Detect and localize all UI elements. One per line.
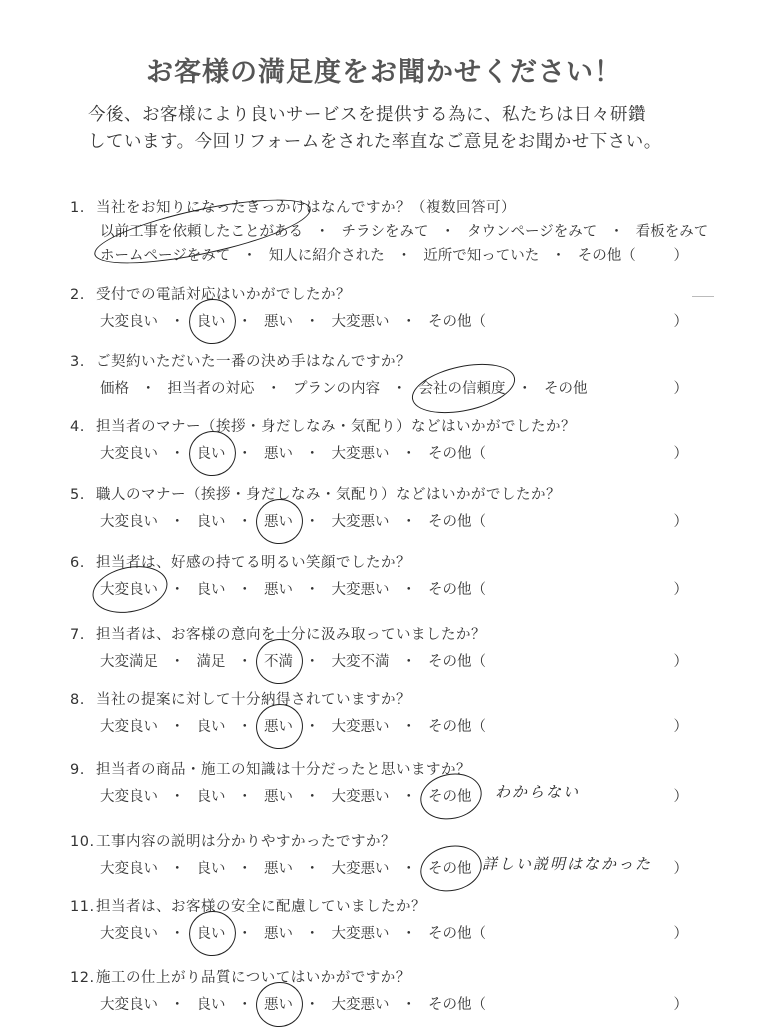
close-paren: ） <box>673 582 688 598</box>
separator-dot: ・ <box>170 446 185 462</box>
separator-dot: ・ <box>305 654 320 670</box>
option-selected-circled[interactable]: 会社の信頼度 <box>419 377 506 398</box>
question-title <box>70 895 426 916</box>
option-row <box>100 310 486 331</box>
option-4[interactable]: 大変不満 <box>331 654 390 670</box>
option-3[interactable]: 悪い <box>264 861 293 877</box>
option-2[interactable]: 良い <box>196 789 226 805</box>
question-number: 12. <box>70 970 95 986</box>
question-text: 職人のマナー（挨拶・身だしなみ・気配り）などはいかがでしたか？ <box>96 487 561 503</box>
separator-dot: ・ <box>401 789 416 805</box>
question-number: 9. <box>70 762 85 778</box>
option-2[interactable]: 知人に紹介された <box>268 248 385 264</box>
question-title <box>70 758 471 779</box>
option-5[interactable]: その他（ <box>428 997 486 1013</box>
question-title <box>70 688 411 709</box>
separator-dot: ・ <box>305 789 320 805</box>
question-number: 7. <box>70 627 85 643</box>
separator-dot: ・ <box>237 314 252 330</box>
separator-dot: ・ <box>170 861 185 877</box>
close-paren: ） <box>673 926 688 942</box>
option-row <box>100 244 636 265</box>
option-2[interactable]: 良い <box>196 997 226 1013</box>
option-3[interactable]: 悪い <box>264 926 293 942</box>
close-paren: ） <box>673 719 688 735</box>
question-number: 10. <box>70 834 95 850</box>
separator-dot: ・ <box>170 314 185 330</box>
separator-dot: ・ <box>170 582 185 598</box>
question-number: 11. <box>70 899 95 915</box>
handwritten-note: 詳しい説明はなかった <box>482 855 653 873</box>
question-title <box>70 350 411 371</box>
separator-dot: ・ <box>170 789 185 805</box>
separator-dot: ・ <box>517 381 532 397</box>
option-5[interactable]: その他（ <box>428 582 486 598</box>
separator-dot: ・ <box>401 997 416 1013</box>
option-3[interactable]: 悪い <box>264 582 293 598</box>
separator-dot: ・ <box>237 997 252 1013</box>
separator-dot: ・ <box>141 381 156 397</box>
intro-text <box>88 102 728 156</box>
separator-dot: ・ <box>305 314 320 330</box>
option-row <box>100 715 486 736</box>
separator-dot: ・ <box>401 654 416 670</box>
option-2[interactable]: 良い <box>196 719 226 735</box>
option-selected-circled[interactable]: 悪い <box>264 510 293 531</box>
option-row <box>100 650 486 671</box>
separator-dot: ・ <box>242 248 257 264</box>
option-row <box>100 993 486 1014</box>
option-3[interactable]: プランの内容 <box>293 381 380 397</box>
option-row <box>100 922 486 943</box>
separator-dot: ・ <box>170 926 185 942</box>
option-1[interactable]: 大変良い <box>100 861 158 877</box>
option-2[interactable]: チラシをみて <box>341 224 429 240</box>
option-1[interactable]: 大変良い <box>100 719 158 735</box>
question-title <box>70 415 576 436</box>
option-row <box>100 377 588 398</box>
option-row <box>100 578 486 599</box>
option-2[interactable]: 担当者の対応 <box>167 381 255 397</box>
separator-dot: ・ <box>305 926 320 942</box>
question-number: 8. <box>70 692 85 708</box>
question-title <box>70 966 411 987</box>
option-selected-circled[interactable]: 大変良い <box>100 578 158 599</box>
option-2[interactable]: 良い <box>196 582 226 598</box>
separator-dot: ・ <box>401 719 416 735</box>
separator-dot: ・ <box>401 582 416 598</box>
close-paren: ） <box>673 789 688 805</box>
intro-line-2: しています。今回リフォームをされた率直なご意見をお聞かせ下さい。 <box>88 132 662 152</box>
separator-dot: ・ <box>237 446 252 462</box>
separator-dot: ・ <box>305 582 320 598</box>
separator-dot: ・ <box>170 514 185 530</box>
question-text: 担当者は、お客様の意向を十分に汲み取っていましたか？ <box>96 627 486 643</box>
separator-dot: ・ <box>170 997 185 1013</box>
option-3[interactable]: 悪い <box>264 789 293 805</box>
option-4[interactable]: 大変悪い <box>331 926 390 942</box>
question-text: 施工の仕上がり品質についてはいかがですか？ <box>96 970 411 986</box>
question-number: 6. <box>70 555 85 571</box>
separator-dot: ・ <box>305 861 320 877</box>
option-row <box>100 510 486 531</box>
option-2[interactable]: 満足 <box>196 654 226 670</box>
option-row <box>100 785 472 806</box>
question-text: 工事内容の説明は分かりやすかったですか？ <box>96 834 396 850</box>
separator-dot: ・ <box>237 514 252 530</box>
close-paren: ） <box>673 446 688 462</box>
question-title <box>70 830 396 851</box>
question-number: 1. <box>70 200 85 216</box>
separator-dot: ・ <box>401 446 416 462</box>
option-1[interactable]: 大変満足 <box>100 654 158 670</box>
option-1[interactable]: 大変良い <box>100 926 158 942</box>
scan-mark <box>692 296 714 297</box>
separator-dot: ・ <box>551 248 566 264</box>
option-row <box>100 442 486 463</box>
separator-dot: ・ <box>170 719 185 735</box>
option-5[interactable]: その他（ <box>428 446 486 462</box>
option-4[interactable]: 大変悪い <box>331 314 390 330</box>
option-5[interactable]: その他 <box>544 381 588 397</box>
separator-dot: ・ <box>305 719 320 735</box>
option-1[interactable]: 大変良い <box>100 314 158 330</box>
option-4[interactable]: 大変悪い <box>331 997 390 1013</box>
close-paren: ） <box>673 314 688 330</box>
option-selected-circled[interactable]: 悪い <box>264 715 293 736</box>
option-5[interactable]: その他（ <box>428 926 486 942</box>
option-selected-circled[interactable]: 不満 <box>264 650 293 671</box>
separator-dot: ・ <box>401 514 416 530</box>
close-paren: ） <box>673 997 688 1013</box>
separator-dot: ・ <box>315 224 330 240</box>
question-text: 担当者は、好感の持てる明るい笑顔でしたか？ <box>96 555 411 571</box>
question-text: ご契約いただいた一番の決め手はなんですか？ <box>96 354 411 370</box>
option-row <box>100 857 472 878</box>
option-row <box>100 220 708 241</box>
separator-dot: ・ <box>237 719 252 735</box>
option-selected-circled[interactable]: その他 <box>428 857 472 878</box>
separator-dot: ・ <box>266 381 281 397</box>
page-title: お客様の満足度をお聞かせください！ <box>146 57 622 88</box>
close-paren: ） <box>673 248 688 264</box>
option-selected-circled[interactable]: その他 <box>428 785 472 806</box>
option-5[interactable]: その他（ <box>428 314 486 330</box>
option-4[interactable]: 大変悪い <box>331 719 390 735</box>
option-1[interactable]: ホームページをみて <box>100 248 231 264</box>
separator-dot: ・ <box>237 926 252 942</box>
option-1[interactable]: 価格 <box>100 381 129 397</box>
handwritten-note: わからない <box>495 783 581 801</box>
separator-dot: ・ <box>305 997 320 1013</box>
separator-dot: ・ <box>170 654 185 670</box>
option-1[interactable]: 大変良い <box>100 514 158 530</box>
option-selected-circled[interactable]: 良い <box>197 442 226 463</box>
close-paren: ） <box>673 654 688 670</box>
question-number: 3. <box>70 354 85 370</box>
option-4[interactable]: 大変悪い <box>331 582 390 598</box>
option-3[interactable]: 悪い <box>264 314 293 330</box>
option-2[interactable]: 良い <box>196 861 226 877</box>
close-paren: ） <box>673 861 688 877</box>
question-text: 担当者のマナー（挨拶・身だしなみ・気配り）などはいかがでしたか？ <box>96 419 576 435</box>
separator-dot: ・ <box>237 789 252 805</box>
question-text: 担当者は、お客様の安全に配慮していましたか？ <box>96 899 426 915</box>
separator-dot: ・ <box>396 248 412 264</box>
option-3[interactable]: 近所で知っていた <box>423 248 540 264</box>
separator-dot: ・ <box>305 514 320 530</box>
separator-dot: ・ <box>392 381 407 397</box>
option-5[interactable]: その他（ <box>428 514 486 530</box>
separator-dot: ・ <box>305 446 320 462</box>
separator-dot: ・ <box>401 861 416 877</box>
question-text: 当社の提案に対して十分納得されていますか？ <box>96 692 411 708</box>
option-5[interactable]: その他（ <box>428 654 486 670</box>
option-3[interactable]: 悪い <box>264 446 293 462</box>
question-number: 2. <box>70 287 85 303</box>
question-number: 4. <box>70 419 85 435</box>
option-selected-circled[interactable]: 良い <box>197 310 226 331</box>
option-4[interactable]: その他（ <box>577 248 636 264</box>
option-3[interactable]: タウンページをみて <box>467 224 598 240</box>
option-1[interactable]: 大変良い <box>100 997 158 1013</box>
option-1[interactable]: 大変良い <box>100 446 158 462</box>
separator-dot: ・ <box>237 861 252 877</box>
option-5[interactable]: その他（ <box>428 719 486 735</box>
option-4[interactable]: 大変悪い <box>331 861 390 877</box>
option-4[interactable]: 大変悪い <box>331 789 390 805</box>
separator-dot: ・ <box>440 224 455 240</box>
question-title <box>70 483 561 504</box>
question-text: 当社をお知りになったきっかけはなんですか？（複数回答可） <box>96 200 516 216</box>
separator-dot: ・ <box>237 582 252 598</box>
option-1[interactable]: 大変良い <box>100 789 158 805</box>
separator-dot: ・ <box>401 314 416 330</box>
option-2[interactable]: 良い <box>196 514 226 530</box>
intro-line-1: 今後、お客様により良いサービスを提供する為に、私たちは日々研鑽 <box>88 105 646 125</box>
option-4[interactable]: 大変悪い <box>331 446 390 462</box>
question-number: 5. <box>70 487 85 503</box>
question-text: 受付での電話対応はいかがでしたか？ <box>96 287 351 303</box>
separator-dot: ・ <box>401 926 416 942</box>
option-selected-circled[interactable]: 良い <box>197 922 226 943</box>
option-selected-circled[interactable]: 以前工事を依頼したことがある <box>100 220 303 241</box>
question-text: 担当者の商品・施工の知識は十分だったと思いますか？ <box>96 762 471 778</box>
option-selected-circled[interactable]: 悪い <box>264 993 293 1014</box>
option-4[interactable]: 大変悪い <box>331 514 390 530</box>
separator-dot: ・ <box>609 224 624 240</box>
close-paren: ） <box>673 514 688 530</box>
option-4[interactable]: 看板をみて <box>635 224 709 240</box>
separator-dot: ・ <box>237 654 252 670</box>
close-paren: ） <box>673 381 688 397</box>
